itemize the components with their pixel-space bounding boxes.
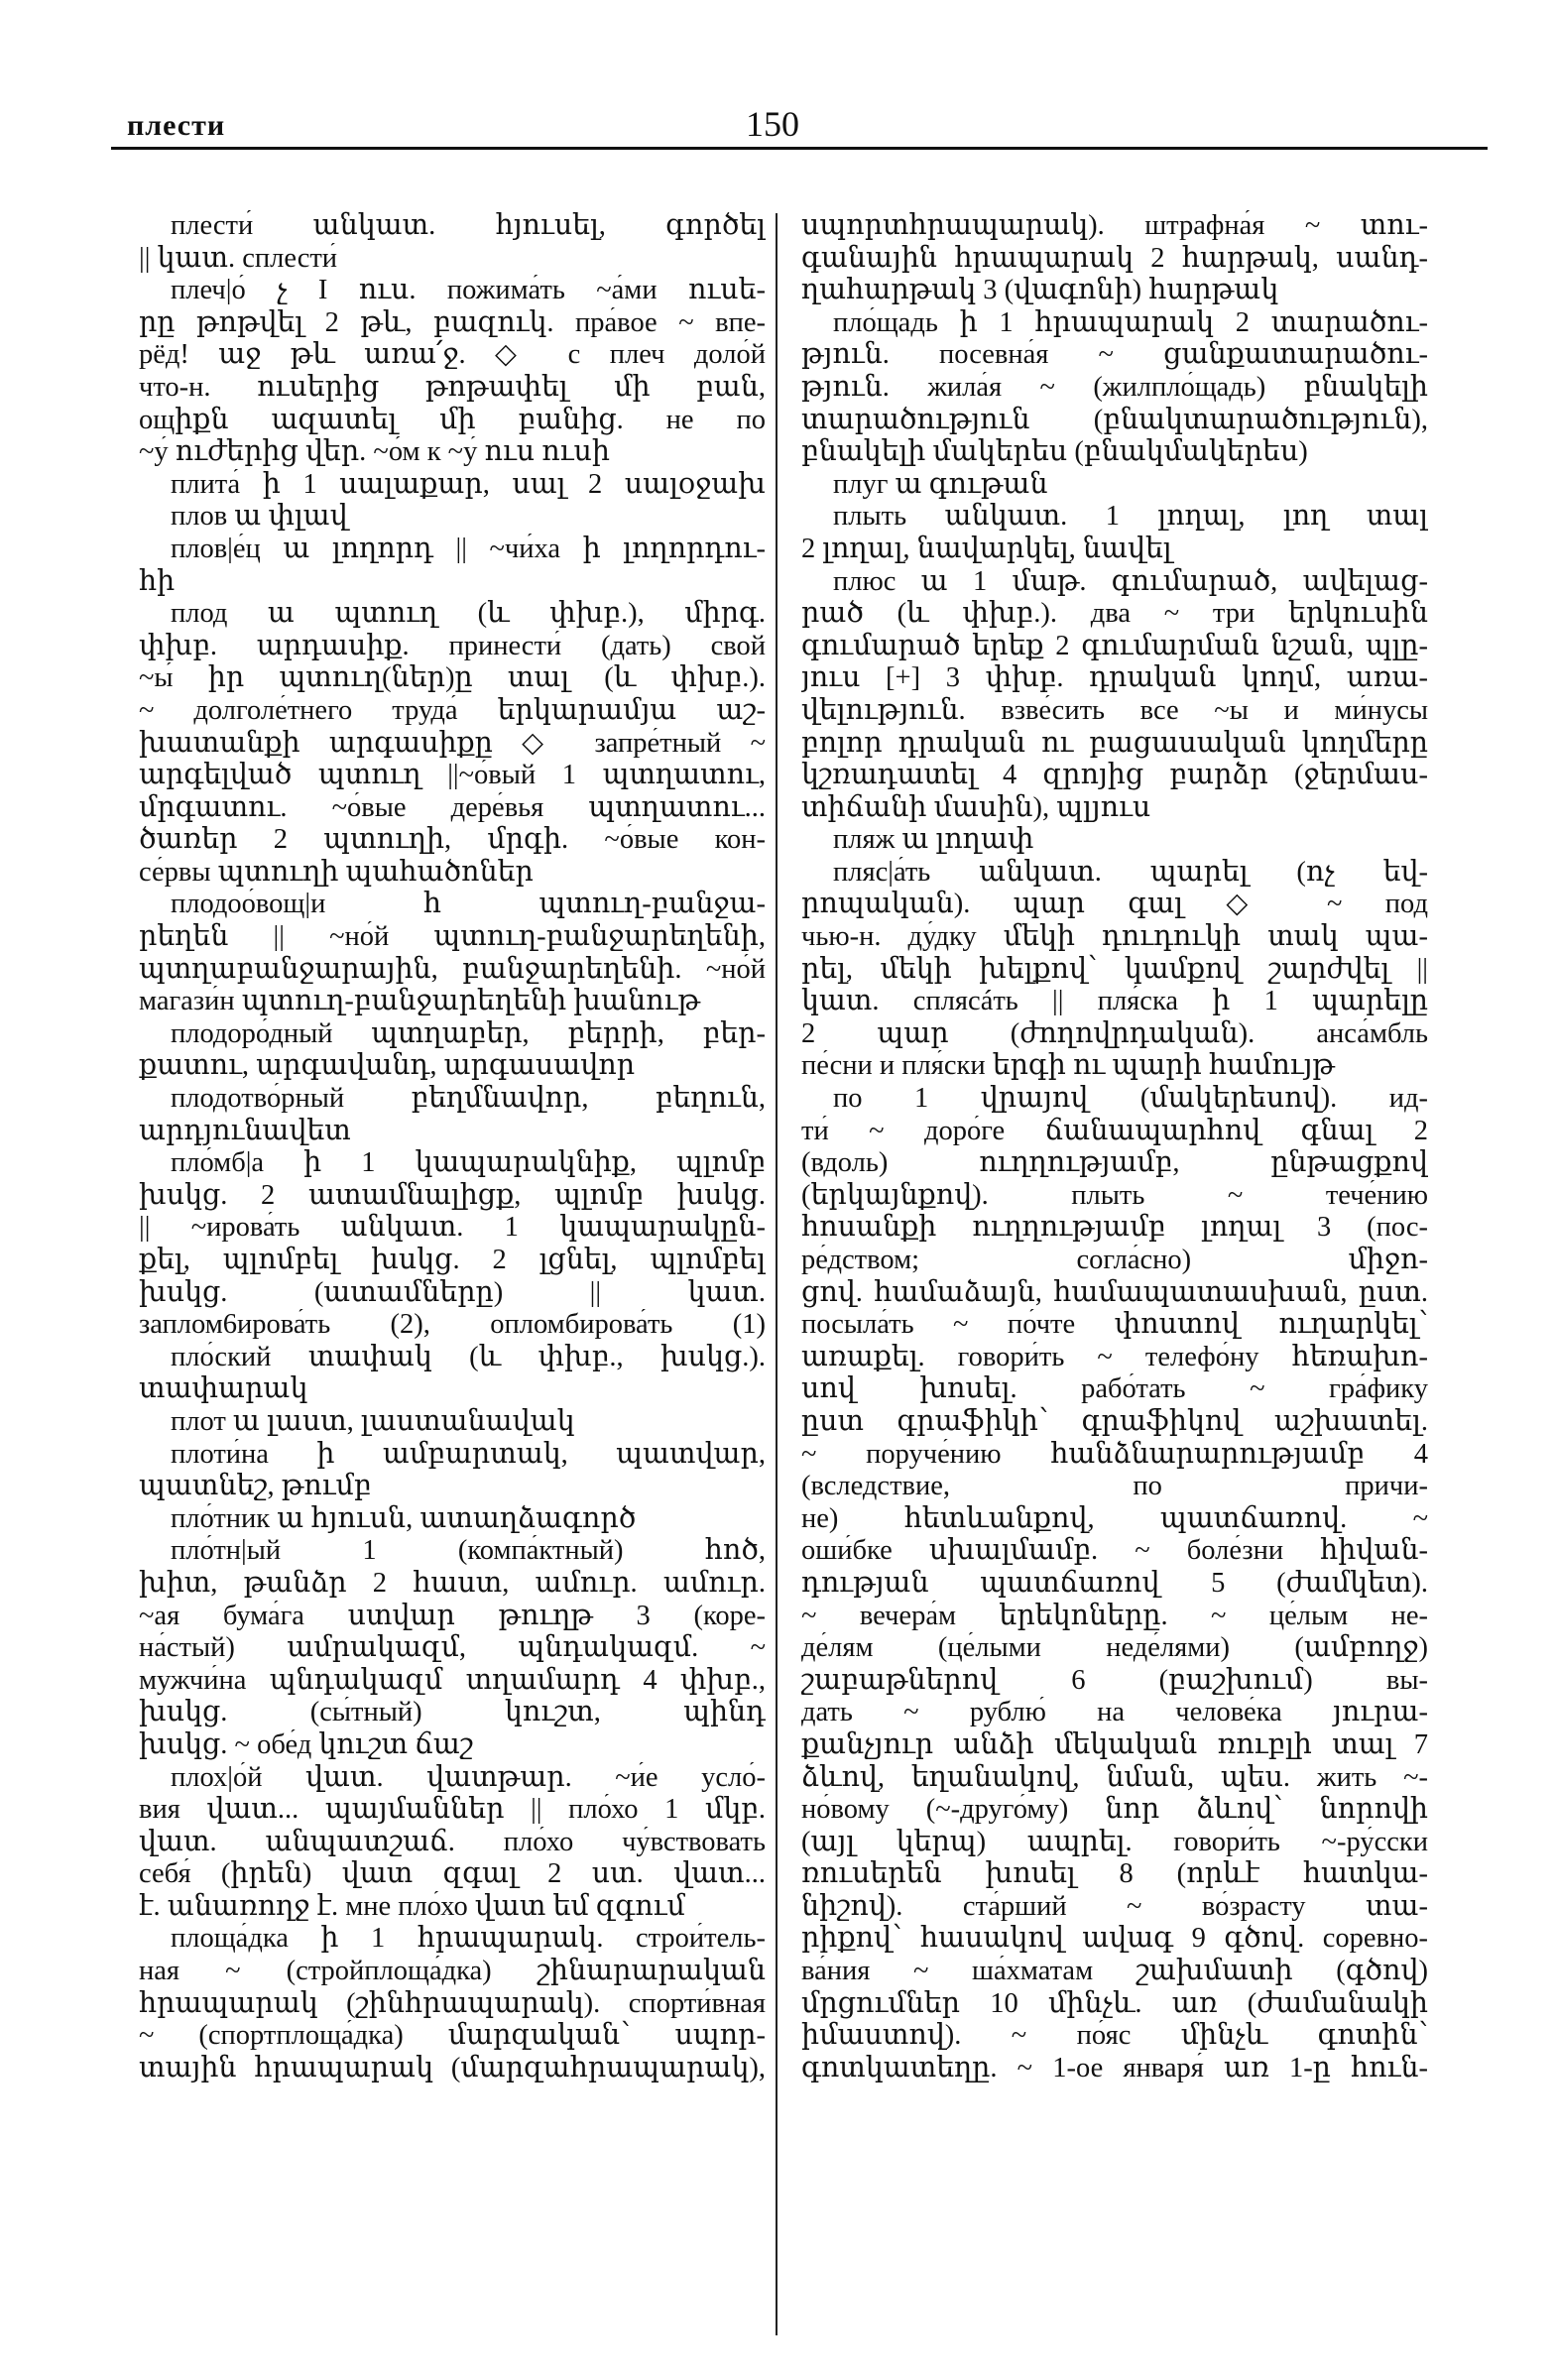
dictionary-line: թյուն. жила́я ~ (жилпло́щадь) բնակելի (801, 371, 1428, 403)
dictionary-line: плов ա փլավ (171, 501, 348, 533)
dictionary-line: ըստ գրաֆիկի՝ գրաֆիկով աշխատել. (801, 1405, 1428, 1437)
dictionary-line: пло́ский տափակ (և փխբ., խսկց.). (171, 1341, 766, 1372)
dictionary-line: ~ая бума́га ստվար թուղթ 3 (коре- (139, 1600, 766, 1631)
dictionary-line: (երկայնքով). плыть ~ тече́нию (801, 1179, 1428, 1211)
dictionary-line: чью-н. ду́дку մեկի դուդուկի տակ պա- (801, 921, 1428, 953)
page-number: 150 (746, 104, 799, 144)
dictionary-line: տարածություն (բնակտարածություն), (801, 404, 1428, 435)
dictionary-line: հրապարակ (շինհրապարակ). спорти́вная (139, 1987, 766, 2019)
dictionary-line: посыла́ть ~ по́чте փոստով ուղարկել՝ (801, 1309, 1428, 1341)
dictionary-line: дать ~ рублю́ на челове́ка յուրա- (801, 1697, 1428, 1728)
dictionary-line: плод ա պտուղ (և փխբ.), միրգ. (171, 598, 766, 630)
dictionary-line: իմաստով). ~ по́яс մինչև գոտին՝ (801, 2020, 1428, 2052)
dictionary-line: գանային հրապարակ 2 հարթակ, սանդ- (801, 242, 1428, 274)
dictionary-line: նիշով). ста́рший ~ во́зрасту տա- (801, 1890, 1428, 1922)
dictionary-line: արգելված պտուղ ||~о́вый 1 պտղատու, (139, 760, 766, 791)
dictionary-line: վատ. անպատշաճ. пло́хо чу́вствовать (139, 1826, 766, 1857)
dictionary-line: (այլ կերպ) ապրել. говори́ть ~-ру́сски (801, 1826, 1428, 1857)
dictionary-line: плодоо́вощ|и հ պտուղ-բանջա- (171, 889, 766, 920)
dictionary-line: մրցումներ 10 մինչև. առ (ժամանակի (801, 1987, 1428, 2019)
dictionary-line: плот ա լաստ, լաստանավակ (171, 1405, 575, 1437)
dictionary-line: ва́ния ~ ша́хматам շախմատի (գծով) (801, 1956, 1428, 1987)
dictionary-line: ~ поруче́нию հանձնարարությամբ 4 (801, 1438, 1428, 1470)
dictionary-line: դության պատճառով 5 (ժամկետ). (801, 1567, 1428, 1599)
dictionary-line: плита́ ի 1 սալաքար, սալ 2 սալօջախ (171, 468, 766, 500)
dictionary-line: ная ~ (стройплоща́дка) շինարարական (139, 1956, 766, 1987)
dictionary-line: не) հետևանքով, պատճառով. ~ (801, 1502, 1428, 1534)
dictionary-line: плеч|о́ չ I ուս. пожима́ть ~а́ми ուսե- (171, 275, 766, 306)
dictionary-line: ռուսերեն խոսել 8 (որևէ հատկա- (801, 1858, 1428, 1890)
dictionary-line: площа́дка ի 1 հրապարակ. строи́тель- (171, 1923, 766, 1955)
dictionary-line: плыть անկատ. 1 լողալ, լող տալ (833, 501, 1428, 533)
dictionary-line: де́лям (це́лыми неде́лями) (ամբողջ) (801, 1632, 1428, 1664)
dictionary-line: магази́н պտուղ-բանջարեղենի խանութ (139, 986, 700, 1017)
dictionary-line: րոպական). պար գալ ◇ ~ под (801, 889, 1428, 920)
dictionary-line: оши́бке սխալմամբ. ~ боле́зни հիվան- (801, 1535, 1428, 1567)
dictionary-line: плов|е́ц ա լողորդ || ~чи́ха ի լողորդու- (171, 533, 766, 564)
dictionary-line: գոտկատեղը. ~ 1-ое января́ առ 1-ը հուն- (801, 2052, 1428, 2083)
dictionary-line: խիտ, թանձր 2 հաստ, ամուր. ամուր. (139, 1567, 766, 1599)
dictionary-line: գումարած երեք 2 գումարման նշան, պլը- (801, 630, 1428, 661)
dictionary-line: արդյունավետ (139, 1115, 351, 1146)
dictionary-line: ~ы́ իր պտուղ(ներ)ը տալ (և փխբ.). (139, 662, 766, 694)
dictionary-line: что-н. ուսերից թոթափել մի բան, (139, 371, 766, 403)
dictionary-line: ре́дством; согла́сно) միջո- (801, 1245, 1428, 1275)
dictionary-line: բոլոր դրական ու բացասական կողմերը (801, 727, 1428, 759)
dictionary-line: плюс ա 1 մաթ. գումարած, ավելաց- (833, 565, 1428, 597)
dictionary-line: пло́тник ա հյուսն, ատաղձագործ (171, 1502, 637, 1534)
dictionary-line: плести́ անկատ. հյուսել, գործել (171, 210, 766, 241)
dictionary-line: սով խոսել. рабо́тать ~ гра́фику (801, 1373, 1428, 1405)
dictionary-line: 2 լողալ, նավարկել, նավել (801, 533, 1172, 564)
dictionary-line: ~у́ ուժերից վեր. ~о́м к ~у́ ուս ուսի (139, 436, 610, 468)
dictionary-line: քանչյուր անձի մեկական ռուբլի տալ 7 (801, 1728, 1428, 1760)
dictionary-line: հի (139, 565, 176, 597)
dictionary-line: տափարակ (139, 1373, 308, 1405)
dictionary-line: || ~ирова́ть անկատ. 1 կապարակըն- (139, 1212, 766, 1244)
dictionary-line: по 1 վրայով (մակերեսով). ид- (833, 1083, 1428, 1115)
dictionary-line: տիճանի մասին), պլյուս (801, 791, 1151, 823)
dictionary-line: плох|о́й վատ. վատթար. ~и́е усло́- (171, 1761, 766, 1793)
dictionary-line: ղահարթակ 3 (վագոնի) հարթակ (801, 275, 1279, 306)
dictionary-line: փխբ. արդասիք. принести́ (дать) свой (139, 630, 766, 661)
dictionary-line: րեղեն || ~но́й պտուղ-բանջարեղենի, (139, 921, 766, 953)
dictionary-line: կշռադատել 4 զրոյից բարձր (ջերմաս- (801, 760, 1428, 791)
dictionary-line: пло́тн|ый 1 (компа́ктный) հոծ, (171, 1535, 766, 1567)
dictionary-line: вия վատ... պայմաններ || пло́хо 1 մկբ. (139, 1794, 766, 1826)
dictionary-line: րը թոթվել 2 թև, բազուկ. пра́вое ~ впе- (139, 306, 766, 338)
dictionary-line: մրգատու. ~о́вые дере́вья պտղատու... (139, 791, 766, 823)
dictionary-line: խսկց. ~ обе́д կուշտ ճաշ (139, 1728, 474, 1760)
right-column (801, 210, 1428, 2084)
dictionary-line: րել, մեկի խելքով՝ կամքով շարժվել || (801, 953, 1428, 985)
header-rule (111, 147, 1488, 150)
dictionary-line: пе́сни и пля́ски երգի ու պարի համույթ (801, 1050, 1335, 1082)
dictionary-line: քատու, արգավանդ, արգասավոր (139, 1050, 636, 1082)
dictionary-line: ти́ ~ доро́ге ճանապարհով գնալ 2 (801, 1115, 1428, 1146)
dictionary-line: յուս [+] 3 փխբ. դրական կողմ, առա- (801, 662, 1428, 694)
left-column (139, 210, 766, 2084)
dictionary-line: мужчи́на պնդակազմ տղամարդ 4 փխբ., (139, 1664, 766, 1696)
dictionary-line: վելություն. взве́сить все ~ы и ми́нусы (801, 694, 1428, 726)
dictionary-line: ցով. համաձայն, համապատասխան, ըստ. (801, 1276, 1428, 1308)
dictionary-line: || կատ. сплести́ (139, 242, 338, 274)
dictionary-line: րած (և փխբ.). два ~ три երկուսին (801, 598, 1428, 630)
dictionary-line: ձևով, եղանակով, նման, պես. жить ~- (801, 1761, 1428, 1793)
dictionary-line: пло́мб|а ի 1 կապարակնիք, պլոմբ (171, 1147, 766, 1179)
dictionary-line: ~ (спортплоща́дка) մարզական՝ սպոր- (139, 2020, 766, 2052)
dictionary-line: плуг ա գութան (833, 468, 1048, 500)
dictionary-line: 2 պար (ժողովրդական). анса́мбль (801, 1017, 1428, 1049)
dictionary-line: հոսանքի ուղղությամբ լողալ 3 (пос- (801, 1212, 1428, 1244)
dictionary-line: տային հրապարակ (մարզահրապարակ), (139, 2052, 766, 2083)
dictionary-line: ощիքն ազատել մի բանից. не по (139, 404, 766, 435)
dictionary-line: րիքով՝ հասակով ավագ 9 գծով. соревно- (801, 1923, 1428, 1955)
dictionary-line: себя́ (իրեն) վատ զգալ 2 ստ. վատ... (139, 1858, 766, 1890)
dictionary-line: (вдоль) ուղղությամբ, ընթացքով (801, 1147, 1428, 1179)
dictionary-line: խսկց. (ատամները) || կատ. (139, 1276, 766, 1308)
dictionary-line: плодотво́рный բեղմնավոր, բեղուն, (171, 1083, 766, 1115)
dictionary-line: թյուն. посевна́я ~ ցանքատարածու- (801, 339, 1428, 371)
dictionary-line: քել, պլոմբել խսկց. 2 լցնել, պլոմբել (139, 1245, 766, 1275)
dictionary-line: բնակելի մակերես (բնակմակերես) (801, 436, 1308, 468)
dictionary-line: се́рвы պտուղի պահածոներ (139, 856, 534, 888)
dictionary-line: пляс|а́ть անկատ. պարել (ոչ եվ- (833, 856, 1428, 888)
column-divider (776, 213, 778, 2335)
running-head: плести (127, 109, 226, 142)
dictionary-line: է. անառողջ է. мне пло́хо վատ եմ զգում (139, 1890, 685, 1922)
dictionary-line: ծառեր 2 պտուղի, մրգի. ~о́вые кон- (139, 824, 766, 856)
dictionary-line: առաքել. говори́ть ~ телефо́ну հեռախո- (801, 1341, 1428, 1372)
dictionary-line: կատ. сплясáть || пля́ска ի 1 պարելը (801, 986, 1428, 1017)
dictionary-line: պտղաբանջարային, բանջարեղենի. ~но́й (139, 953, 766, 985)
dictionary-line: плоти́на ի ամբարտակ, պատվար, (171, 1438, 766, 1470)
dictionary-line: ~ долголе́тнего труда́ երկարամյա աշ- (139, 694, 766, 726)
dictionary-line: (вследствие, по причи- (801, 1471, 1428, 1502)
dictionary-line: пляж ա լողափ (833, 824, 1034, 856)
dictionary-line: плодоро́дный պտղաբեր, բերրի, բեր- (171, 1017, 766, 1049)
dictionary-line: ~ вечера́м երեկոները. ~ це́лым не- (801, 1600, 1428, 1631)
dictionary-line: рёд! աջ թև առա՛ջ. ◇ с плеч доло́й (139, 339, 766, 371)
dictionary-line: խսկց. 2 ատամնալիցք, պլոմբ խսկց. (139, 1179, 766, 1211)
dictionary-line: пло́щадь ի 1 հրապարակ 2 տարածու- (833, 306, 1428, 338)
dictionary-line: но́вому (~-друго́му) նոր ձևով՝ նորովի (801, 1794, 1428, 1826)
dictionary-line: շաբաթներով 6 (բաշխում) вы- (801, 1664, 1428, 1696)
dictionary-line: սպորտհրապարակ). штрафна́я ~ տու- (801, 210, 1428, 241)
dictionary-line: заплом6ирова́ть (2), опломбирова́ть (1) (139, 1309, 766, 1341)
dictionary-line: на́стый) ամրակազմ, պնդակազմ. ~ (139, 1632, 766, 1664)
dictionary-line: խատանքի արգասիքը ◇ запре́тный ~ (139, 727, 766, 759)
dictionary-line: պատնեշ, թումբ (139, 1471, 372, 1502)
dictionary-line: խսկց. (сы́тный) կուշտ, պինդ (139, 1697, 766, 1728)
